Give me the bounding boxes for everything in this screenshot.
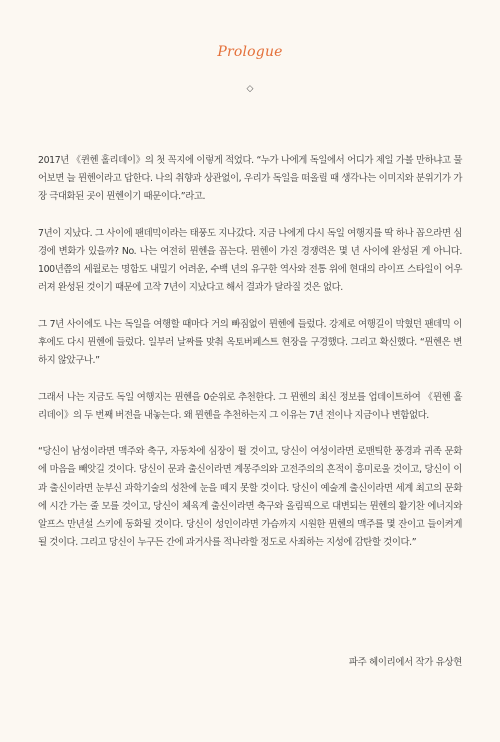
prologue-body (38, 152, 462, 552)
paragraph-1: 2017년 《퀸헨 홀리데이》의 첫 꼭지에 이렇게 적었다. “누가 나에게 독일에서 어디가 제일 가볼 만하냐고 물어보면 늘 뮌헨이라고 답한다. 나의 취향과 상관없이, 우리가 독일을 떠올릴 때 생각나는 이미지와 분위기가 가장 극대화된 곳이 뮌헨이기 때문이다.”라고. (38, 155, 462, 203)
author-signature: 파주 헤이리에서 작가 유상현 (348, 657, 462, 668)
paragraph-2: 7년이 지났다. 그 사이에 팬데믹이라는 태풍도 지나갔다. 지금 나에게 다시 독일 여행지를 딱 하나 꼽으라면 심경에 변화가 있을까? No. 나는 여전히 뮌헨을 꼽는다. 뮌헨이 가진 경쟁력은 몇 년 사이에 완성된 게 아니다. 100년쯤의 세월로는 명함도 내밀기 어려운, 수백 년의 유구한 역사와 전통 위에 현대의 라이프 스타일이 어우러져 완성된 것이기 때문에 고작 7년이 지났다고 해서 결과가 달라질 것은 없다. (38, 227, 462, 294)
paragraph-4: 그래서 나는 지금도 독일 여행지는 뮌헨을 0순위로 추천한다. 그 뮌헨의 최신 정보를 업데이트하여 《뮌헨 홀리데이》의 두 번째 버전을 내놓는다. 왜 뮌헨을 추천하는지 그 이유는 7년 전이나 지금이나 변함없다. (38, 391, 462, 421)
paragraph-3: 그 7년 사이에도 나는 독일을 여행할 때마다 거의 빠짐없이 뮌헨에 들렀다. 강제로 여행길이 막혔던 팬데믹 이후에도 다시 뮌헨에 들렀다. 일부러 날짜를 맞춰 옥토버페스트 현장을 구경했다. 그리고 확신했다. “뮌헨은 변하지 않았구나.” (38, 318, 462, 367)
page-title: Prologue (217, 44, 283, 60)
paragraph-5: “당신이 남성이라면 맥주와 축구, 자동차에 심장이 뛸 것이고, 당신이 여성이라면 로맨틱한 풍경과 귀족 문화에 마음을 빼앗길 것이다. 당신이 문과 출신이라면 계몽주의와 고전주의의 흔적이 흥미로울 것이고, 당신이 이과 출신이라면 눈부신 과학기술의 성찬에 눈을 떼지 못할 것이다. 당신이 예술계 출신이라면 세계 최고의 문화에 시간 가는 줄 모를 것이고, 당신이 체육계 출신이라면 축구와 올림픽으로 대변되는 뮌헨의 활기찬 에너지와 알프스 만년설 스키에 동화될 것이다. 당신이 성인이라면 가슴까지 시원한 뮌헨의 맥주를 몇 잔이고 들이켜게 될 것이다. 그리고 당신이 누구든 간에 과거사를 적나라할 정도로 사죄하는 지성에 감탄할 것이다.” (38, 446, 462, 549)
diamond-ornament-icon: ◇ (246, 84, 254, 94)
